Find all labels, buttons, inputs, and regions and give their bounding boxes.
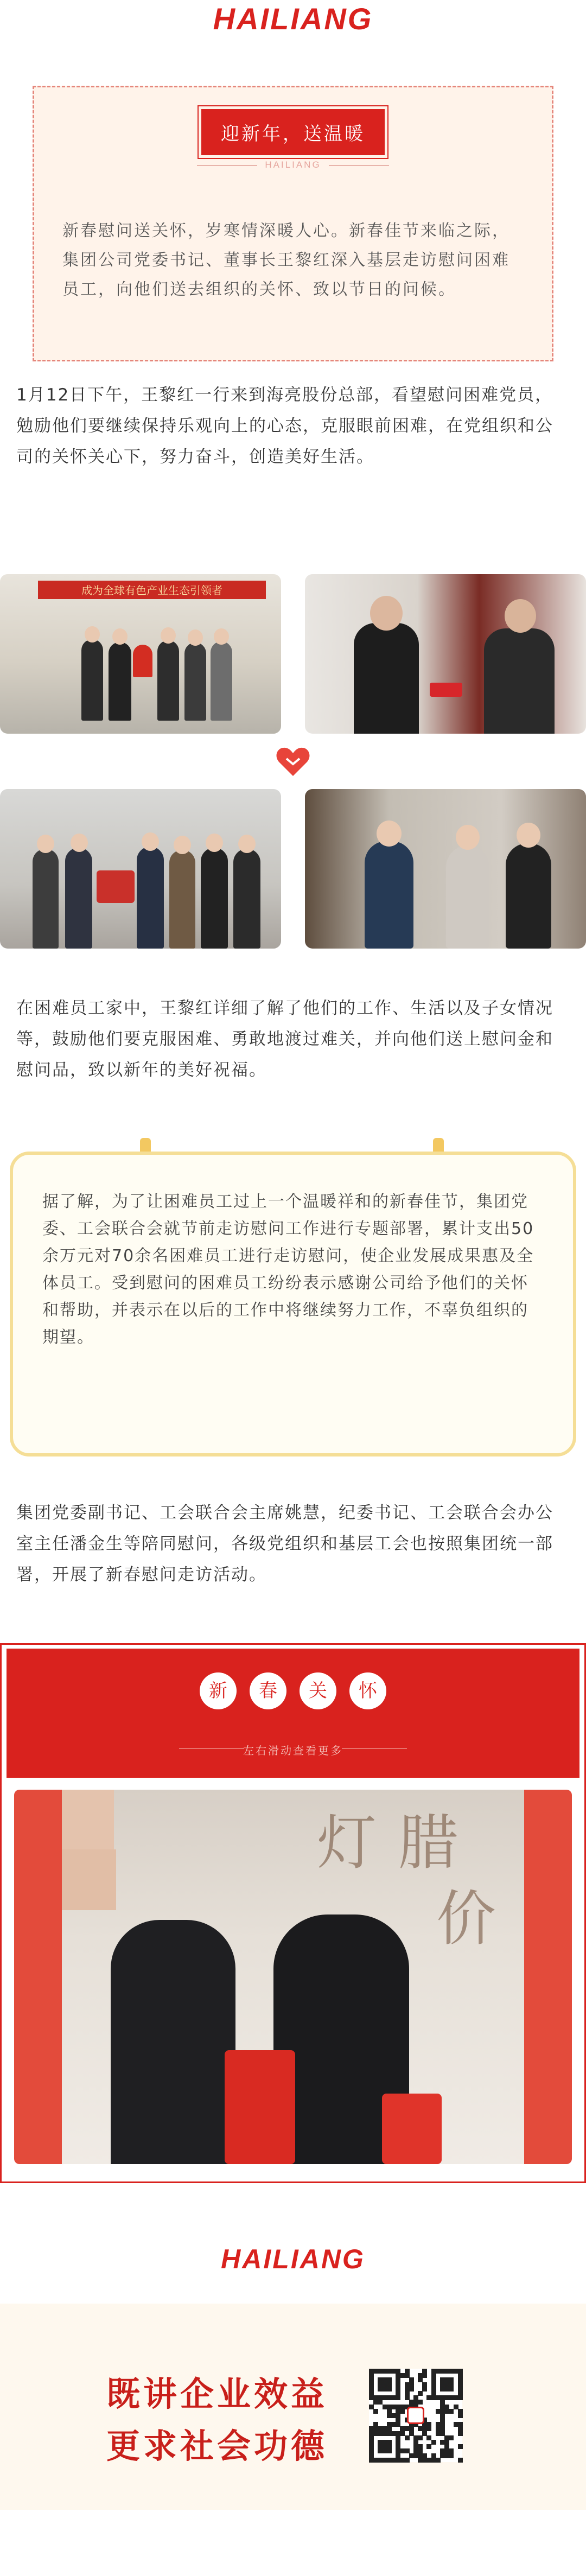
qr-module [458,2395,463,2400]
qr-module [400,2409,405,2414]
festive-banner [7,1649,579,1778]
qr-module [387,2448,392,2453]
banner-text: 成为全球有色产业生态引领者 [81,584,222,597]
photo-group-visit [0,574,281,734]
note-text: 据了解，为了让困难员工过上一个温暖祥和的新春佳节，集团党委、工会联合会就节前走访慰问工作进行专题部署，累计支出50余万元对70余名困难员工进行走访慰问，使企业发展成果惠及全体员工。受到慰问的困难员工纷纷表示感谢公司给予他们的关怀和帮助，并表示在以后的工作中将继续努力工作，不辜负组织的期望。 [42,1192,534,1347]
qr-module [426,2444,431,2449]
qr-module [418,2391,423,2396]
qr-module [409,2387,414,2391]
qr-module [458,2413,463,2418]
intro-badge: 迎新年，送温暖 [201,109,385,155]
heart-icon [276,746,310,777]
qr-module [426,2426,431,2431]
slogan-line: 更求社会功德 [106,2426,328,2466]
festive-char: 关 [300,1672,336,1709]
intro-text: 新春慰问送关怀，岁寒情深暖人心。新春佳节来临之际，集团公司党委书记、董事长王黎红深入基层走访慰问困难员工，向他们送去组织的关怀、致以节日的问候。 [62,221,510,299]
qr-module [458,2431,463,2436]
photo-handshake [305,574,586,734]
qr-module [436,2458,441,2463]
article-paragraph: 1月12日下午，王黎红一行来到海亮股份总部，看望慰问困难党员，勉励他们要继续保持乐观向上的心态，克服眼前困难，在党组织和公司的关怀关心下，努力奋斗，创造美好生活。 [16,385,553,467]
qr-module [431,2440,436,2445]
qr-module [405,2458,410,2463]
qr-module [449,2409,454,2414]
photo-home-visit [305,789,586,949]
intro-badge-sub: HAILIANG [257,160,328,170]
brand-logo: HAILIANG [213,2,373,36]
qr-code [369,2369,462,2462]
qr-logo-icon [407,2407,424,2424]
qr-module [422,2373,427,2378]
festive-char: 春 [250,1672,286,1709]
festive-char: 新 [200,1672,237,1709]
qr-module [449,2453,454,2458]
festive-title [0,1672,586,1709]
qr-module [396,2395,400,2400]
intro-card [33,86,553,361]
qr-module [449,2387,454,2391]
qr-module [449,2435,454,2440]
qr-module [418,2435,423,2440]
slogan-line: 既讲企业效益 [106,2374,328,2414]
article-paragraph: 在困难员工家中，王黎红详细了解了他们的工作、生活以及子女情况等，鼓励他们要克服困难、勇敢地渡过难关，并向他们送上慰问金和慰问品，致以新年的美好祝福。 [16,998,553,1080]
qr-module [418,2400,423,2405]
photo-family-visit [0,789,281,949]
article-paragraph: 集团党委副书记、工会联合会主席姚慧，纪委书记、工会联合会办公室主任潘金生等陪同慰问，各级党组织和基层工会也按照集团统一部署，开展了新春慰问走访活动。 [16,1503,553,1585]
qr-module [458,2458,463,2463]
swipe-hint: 左右滑动查看更多 [243,1744,343,1757]
qr-module [458,2444,463,2449]
qr-module [373,2409,378,2414]
qr-module [422,2387,427,2391]
footer-logo: HAILIANG [221,2244,365,2274]
festive-char: 怀 [349,1672,386,1709]
qr-module [387,2387,392,2391]
carousel-slide[interactable]: 灯 腊 价 [14,1790,572,2164]
qr-module [405,2435,410,2440]
